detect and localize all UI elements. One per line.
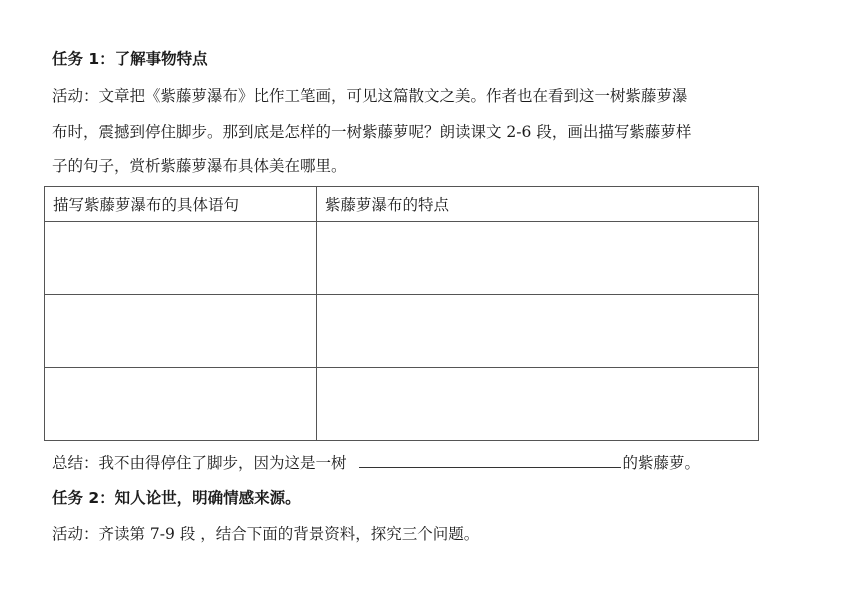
summary-line: [52, 453, 700, 473]
table-row: [45, 222, 759, 295]
feature-cell[interactable]: [317, 295, 759, 368]
sentence-cell[interactable]: [45, 222, 317, 295]
feature-cell[interactable]: [317, 222, 759, 295]
summary-fill-blank[interactable]: [359, 453, 621, 468]
analysis-table: [44, 186, 759, 441]
task1-title: 任务 1：了解事物特点: [52, 50, 208, 68]
table-row: [45, 295, 759, 368]
header-features: 紫藤萝瀑布的特点: [317, 187, 759, 222]
task1-activity-line-1: 活动：文章把《紫藤萝瀑布》比作工笔画，可见这篇散文之美。作者也在看到这一树紫藤萝瀑: [52, 87, 688, 105]
task2-title: 任务 2：知人论世，明确情感来源。: [52, 489, 301, 507]
sentence-cell[interactable]: [45, 295, 317, 368]
table-header-row: [45, 187, 759, 222]
task1-activity-line-3: 子的句子，赏析紫藤萝瀑布具体美在哪里。: [52, 157, 347, 175]
summary-suffix: 的紫藤萝。: [622, 454, 701, 472]
header-sentences: 描写紫藤萝瀑布的具体语句: [45, 187, 317, 222]
summary-prefix: 总结：我不由得停住了脚步，因为这是一树: [52, 454, 347, 472]
sentence-cell[interactable]: [45, 368, 317, 441]
table-row: [45, 368, 759, 441]
task2-activity: 活动：齐读第 7-9 段 ，结合下面的背景资料，探究三个问题。: [52, 525, 480, 543]
feature-cell[interactable]: [317, 368, 759, 441]
task1-activity-line-2: 布时，震撼到停住脚步。那到底是怎样的一树紫藤萝呢？朗读课文 2-6 段，画出描写紫藤萝样: [52, 123, 692, 141]
